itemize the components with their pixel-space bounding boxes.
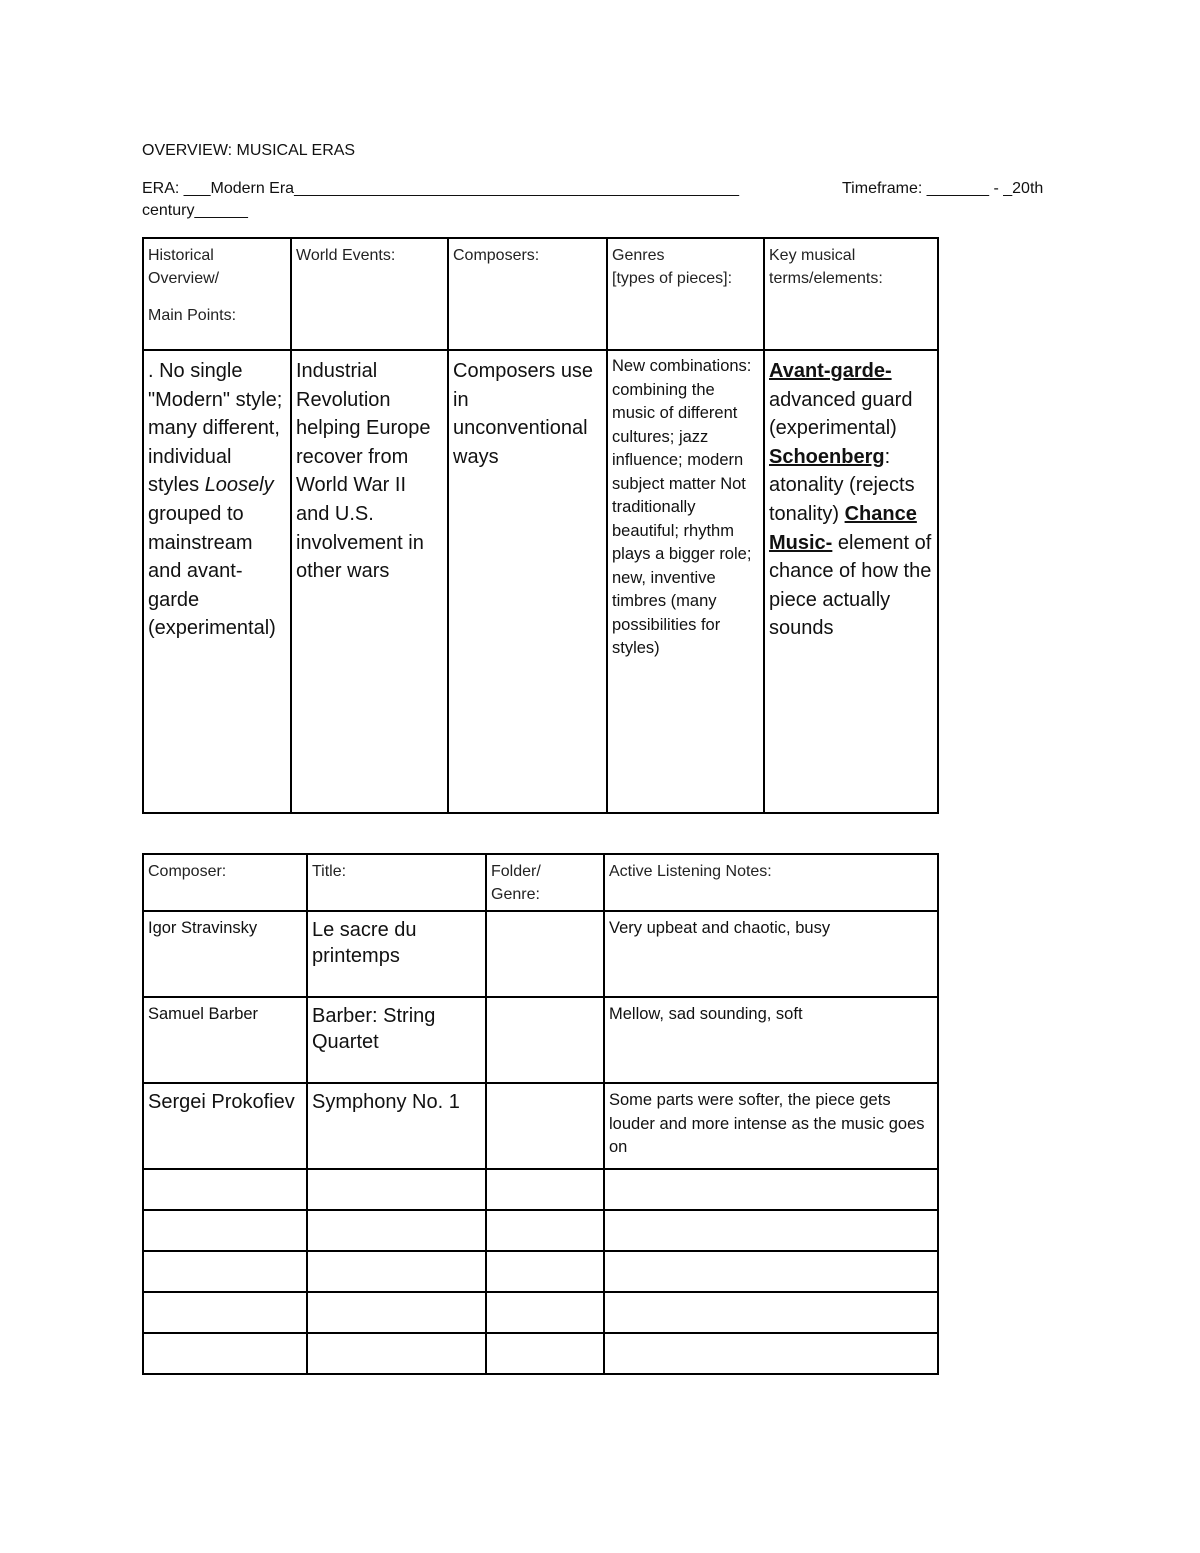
empty-cell (143, 1169, 307, 1210)
table-row (143, 911, 938, 997)
table-row (143, 997, 938, 1083)
empty-cell (486, 1251, 604, 1292)
header-world-events: World Events: (291, 238, 448, 350)
header-genres (607, 238, 764, 350)
overview-header-row (143, 238, 938, 350)
header-genres-line1: Genres (612, 247, 665, 264)
header-folder-line2: Genre: (491, 886, 540, 903)
empty-cell (486, 1169, 604, 1210)
historical-italic: Loosely (204, 474, 274, 497)
empty-cell (604, 1169, 938, 1210)
empty-cell (143, 1210, 307, 1251)
folder-cell (486, 997, 604, 1083)
header-composers: Composers: (448, 238, 607, 350)
header-notes: Active Listening Notes: (604, 854, 938, 911)
header-terms-line2: terms/elements: (769, 270, 883, 287)
empty-cell (307, 1169, 486, 1210)
header-historical-line2: Overview/ (148, 270, 220, 287)
header-folder-line1: Folder/ (491, 863, 541, 880)
composer-cell: Sergei Prokofiev (143, 1083, 307, 1169)
header-terms (764, 238, 938, 350)
historical-text-b: grouped to mainstream and avant-garde (experimental) (148, 502, 276, 640)
title-cell: Barber: String Quartet (307, 997, 486, 1083)
term-schoenberg-sep: : (884, 445, 891, 468)
title-cell: Le sacre du printemps (307, 911, 486, 997)
term-avant-garde: Avant-garde- (769, 360, 892, 382)
empty-cell (604, 1292, 938, 1333)
listening-header-row (143, 854, 938, 911)
header-composer: Composer: (143, 854, 307, 911)
notes-cell: Mellow, sad sounding, soft (604, 997, 938, 1083)
empty-row (143, 1169, 938, 1210)
era-line: ERA: ___Modern Era__________________________________________________ (142, 180, 739, 197)
genres-cell: New combinations: combining the music of different cultures; jazz influence; modern subject matter Not traditionally beautiful; rhythm plays a bigger role; new, inventive timbres (many possibilities for styles) (607, 350, 764, 813)
notes-cell: Very upbeat and chaotic, busy (604, 911, 938, 997)
listening-table (142, 853, 939, 1375)
historical-text-a: . No single "Modern" style; many different, individual styles (148, 360, 283, 497)
historical-cell (143, 350, 291, 813)
empty-cell (143, 1251, 307, 1292)
notes-cell: Some parts were softer, the piece gets louder and more intense as the music goes on (604, 1083, 938, 1169)
header-historical-line3: Main Points: (148, 307, 237, 324)
world-events-cell: Industrial Revolution helping Europe recover from World War II and U.S. involvement in other wars (291, 350, 448, 813)
empty-cell (486, 1292, 604, 1333)
header-historical-line1: Historical (148, 247, 214, 264)
empty-cell (604, 1251, 938, 1292)
empty-cell (307, 1251, 486, 1292)
century-line: century______ (142, 202, 248, 219)
def-avant-garde: advanced guard (experimental) (769, 388, 913, 440)
empty-cell (604, 1210, 938, 1251)
def-schoenberg: atonality (rejects tonality) (769, 474, 915, 525)
header-title: Title: (307, 854, 486, 911)
empty-cell (143, 1333, 307, 1374)
empty-cell (307, 1333, 486, 1374)
table-row (143, 1083, 938, 1169)
header-terms-line1: Key musical (769, 247, 856, 264)
header-historical (143, 238, 291, 350)
composer-cell: Igor Stravinsky (143, 911, 307, 997)
term-schoenberg: Schoenberg (769, 445, 885, 468)
empty-cell (604, 1333, 938, 1374)
folder-cell (486, 1083, 604, 1169)
empty-row (143, 1292, 938, 1333)
empty-cell (143, 1292, 307, 1333)
term-chance-music: Chance Music- (769, 502, 917, 554)
header-folder-genre (486, 854, 604, 911)
overview-table (142, 237, 939, 814)
page-title: OVERVIEW: MUSICAL ERAS (142, 142, 356, 159)
empty-cell (486, 1333, 604, 1374)
def-chance-music: element of chance of how the piece actually sounds (769, 531, 932, 640)
timeframe-line: Timeframe: _______ - _20th (842, 180, 1044, 197)
empty-cell (486, 1210, 604, 1251)
empty-row (143, 1333, 938, 1374)
empty-row (143, 1251, 938, 1292)
header-genres-line2: [types of pieces]: (612, 270, 733, 287)
overview-content-row (143, 350, 938, 813)
folder-cell (486, 911, 604, 997)
empty-cell (307, 1292, 486, 1333)
terms-cell (764, 350, 938, 813)
composer-cell: Samuel Barber (143, 997, 307, 1083)
empty-row (143, 1210, 938, 1251)
composers-cell: Composers use in unconventional ways (448, 350, 607, 813)
title-cell: Symphony No. 1 (307, 1083, 486, 1169)
empty-cell (307, 1210, 486, 1251)
